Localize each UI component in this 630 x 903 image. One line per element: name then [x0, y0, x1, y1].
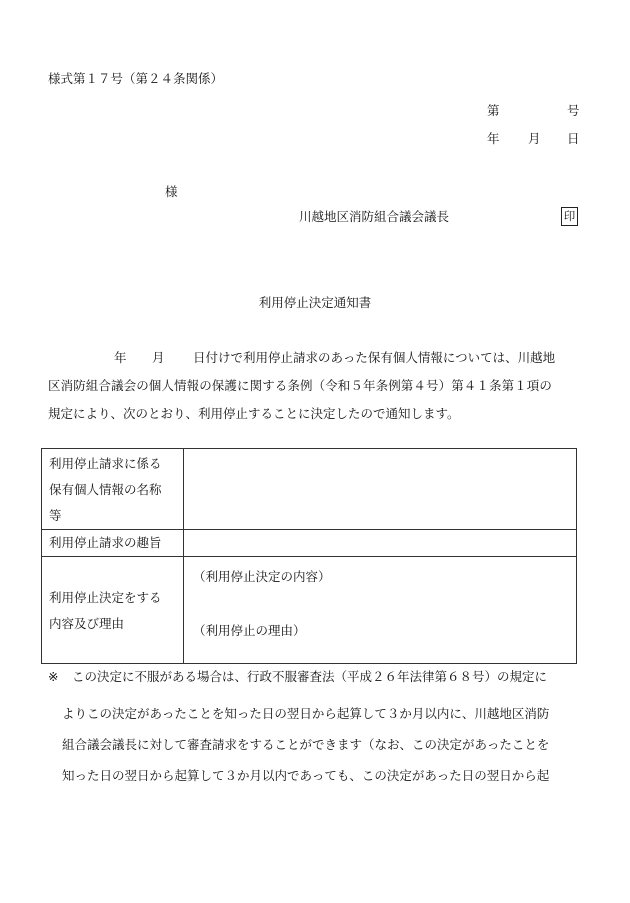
table-row-information-name [42, 449, 577, 530]
label-line: 保有個人情報の名称 [49, 482, 162, 497]
value-information-name [184, 449, 577, 530]
value-request-purpose [184, 530, 577, 557]
label-line: 等 [49, 508, 62, 523]
date-day: 日 [567, 131, 580, 146]
label-line: 利用停止請求に係る [49, 456, 162, 471]
note-line-2: よりこの決定があったことを知った日の翌日から起算して３か月以内に、川越地区消防 [62, 706, 550, 721]
label-line: 内容及び理由 [49, 616, 125, 631]
document-title: 利用停止決定通知書 [258, 295, 372, 310]
body-line-1 [114, 350, 556, 365]
label-decision-reason [42, 557, 184, 664]
body-line-1-rest: 日付けで利用停止請求のあった保有個人情報については、川越地 [193, 350, 556, 365]
body-month: 月 [152, 350, 165, 365]
note-line-3: 組合議会議長に対して審査請求をすることができます（なお、この決定があったことを [62, 737, 550, 752]
decision-reason-heading: （利用停止の理由） [193, 623, 306, 638]
seal-icon: 印 [561, 207, 578, 226]
value-decision-reason [184, 557, 577, 664]
label-request-purpose [42, 530, 184, 557]
date-month: 月 [528, 131, 541, 146]
note-mark: ※ [48, 669, 59, 684]
info-table [41, 448, 577, 664]
label-line: 利用停止請求の趣旨 [49, 535, 162, 550]
body-line-3: 規定により、次のとおり、利用停止することに決定したので通知します。 [48, 406, 460, 421]
document-number-prefix: 第 [487, 103, 500, 118]
table-row-decision-reason [42, 557, 577, 664]
recipient-honorific: 様 [165, 184, 178, 199]
body-year: 年 [114, 350, 127, 365]
label-line: 利用停止決定をする [49, 590, 162, 605]
note-line-4: 知った日の翌日から起算して３か月以内であっても、この決定があった日の翌日から起 [62, 768, 550, 783]
document-number-suffix: 号 [567, 103, 580, 118]
document-date [487, 131, 580, 146]
decision-content-heading: （利用停止決定の内容） [193, 569, 331, 584]
form-number: 様式第１７号（第２４条関係） [48, 71, 224, 86]
sender-name: 川越地区消防組合議会議長 [299, 209, 450, 224]
body-line-2: 区消防組合議会の個人情報の保護に関する条例（令和５年条例第４号）第４１条第１項の [48, 378, 553, 393]
document-number [487, 103, 580, 118]
label-information-name [42, 449, 184, 530]
table-row-request-purpose [42, 530, 577, 557]
note-line-1: この決定に不服がある場合は、行政不服審査法（平成２６年法律第６８号）の規定に [72, 669, 548, 684]
date-year: 年 [487, 131, 500, 146]
